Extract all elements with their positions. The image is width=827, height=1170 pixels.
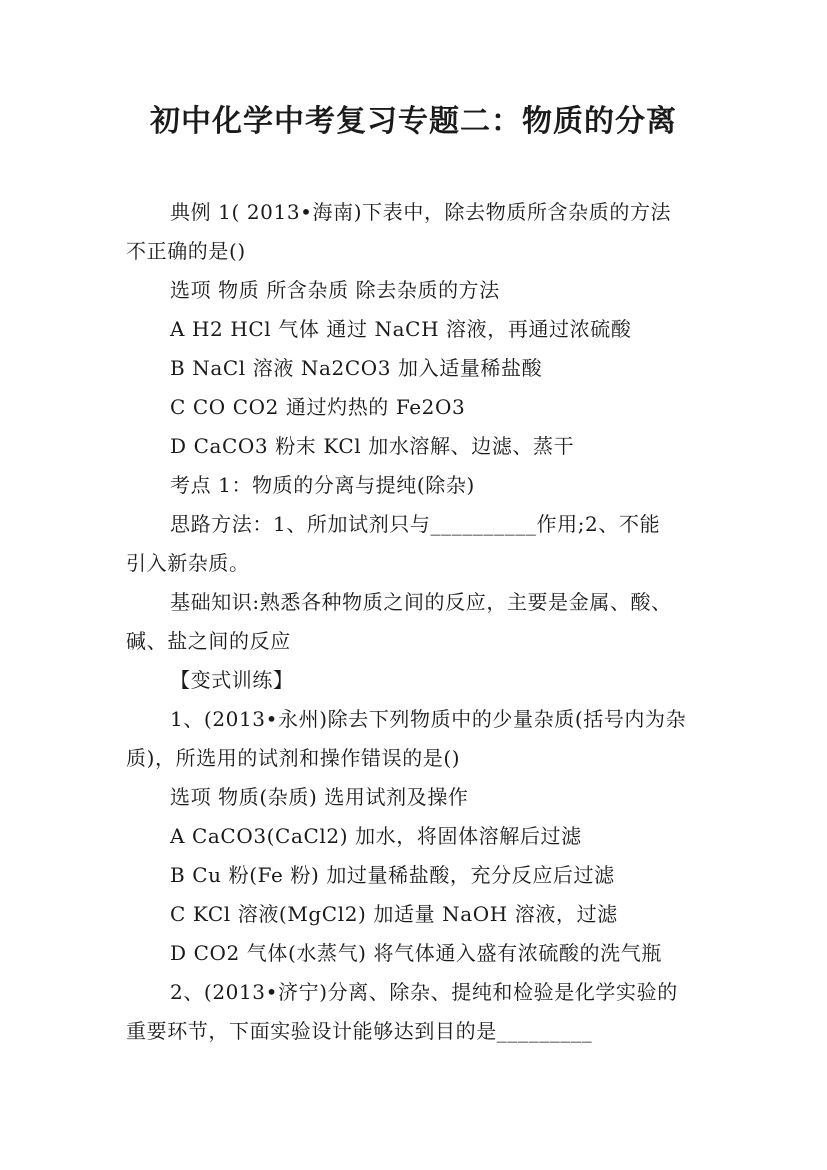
example-question-line: 典例 1( 2013•海南)下表中，除去物质所含杂质的方法 <box>170 200 672 224</box>
option-line: C CO CO2 通过灼热的 Fe2O3 <box>170 395 466 419</box>
option-line: D CaCO3 粉末 KCl 加水溶解、边滤、蒸干 <box>170 434 575 458</box>
method-line: 引入新杂质。 <box>126 551 250 575</box>
question-1-line: 质)，所选用的试剂和操作错误的是() <box>126 746 461 770</box>
question-2-line: 重要环节，下面实验设计能够达到目的是_________ <box>126 1019 593 1043</box>
option-line: A H2 HCl 气体 通过 NaCH 溶液，再通过浓硫酸 <box>170 317 632 341</box>
knowledge-line: 碱、盐之间的反应 <box>126 629 291 653</box>
knowledge-line: 基础知识:熟悉各种物质之间的反应，主要是金属、酸、 <box>170 590 672 614</box>
section-heading: 【变式训练】 <box>170 668 294 692</box>
table-header-line: 选项 物质 所含杂质 除去杂质的方法 <box>170 278 500 302</box>
option-line: B NaCl 溶液 Na2CO3 加入适量稀盐酸 <box>170 356 543 380</box>
key-point-line: 考点 1：物质的分离与提纯(除杂) <box>170 473 475 497</box>
method-line: 思路方法：1、所加试剂只与__________作用;2、不能 <box>170 512 661 536</box>
example-question-line: 不正确的是() <box>126 239 246 263</box>
option-line: B Cu 粉(Fe 粉) 加过量稀盐酸，充分反应后过滤 <box>170 863 615 887</box>
option-line: C KCl 溶液(MgCl2) 加适量 NaOH 溶液，过滤 <box>170 902 618 926</box>
document-title: 初中化学中考复习专题二：物质的分离 <box>150 104 677 139</box>
question-1-line: 1、(2013•永州)除去下列物质中的少量杂质(括号内为杂 <box>170 707 687 731</box>
option-line: D CO2 气体(水蒸气) 将气体通入盛有浓硫酸的洗气瓶 <box>170 941 662 965</box>
option-line: A CaCO3(CaCl2) 加水，将固体溶解后过滤 <box>170 824 582 848</box>
question-2-line: 2、(2013•济宁)分离、除杂、提纯和检验是化学实验的 <box>170 980 678 1004</box>
table-header-line: 选项 物质(杂质) 选用试剂及操作 <box>170 785 469 809</box>
